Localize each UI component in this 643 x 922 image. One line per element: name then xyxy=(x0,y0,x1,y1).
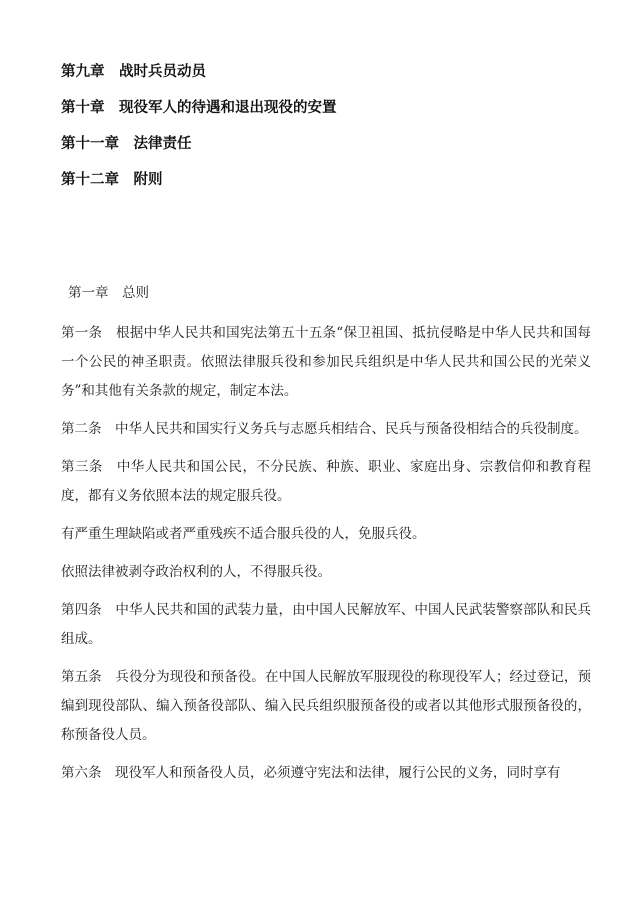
article-3: 第三条 中华人民共和国公民，不分民族、种族、职业、家庭出身、宗教信仰和教育程度，都有义务依照本法的规定服兵役。 xyxy=(61,459,591,504)
toc-item-chapter-10: 第十章 现役军人的待遇和退出现役的安置 xyxy=(61,100,337,116)
toc-item-chapter-11: 第十一章 法律责任 xyxy=(61,136,192,152)
article-6: 第六条 现役军人和预备役人员，必须遵守宪法和法律，履行公民的义务，同时享有 xyxy=(61,765,561,781)
article-3-clause-2: 有严重生理缺陷或者严重残疾不适合服兵役的人，免服兵役。 xyxy=(61,526,426,542)
article-4: 第四条 中华人民共和国的武装力量，由中国人民解放军、中国人民武装警察部队和民兵组成。 xyxy=(61,602,591,647)
document-body xyxy=(61,282,591,797)
article-5: 第五条 兵役分为现役和预备役。在中国人民解放军服现役的称现役军人；经过登记，预编到现役部队、编入预备役部队、编入民兵组织服预备役的或者以其他形式服预备役的，称预备役人员。 xyxy=(61,669,591,743)
article-2: 第二条 中华人民共和国实行义务兵与志愿兵相结合、民兵与预备役相结合的兵役制度。 xyxy=(61,421,588,437)
table-of-contents xyxy=(61,60,621,204)
article-1: 第一条 根据中华人民共和国宪法第五十五条“保卫祖国、抵抗侵略是中华人民共和国每一个公民的神圣职责。依照法律服兵役和参加民兵组织是中华人民共和国公民的光荣义务”和其他有关条款的规定，制定本法。 xyxy=(61,325,591,399)
article-3-clause-3: 依照法律被剥夺政治权利的人，不得服兵役。 xyxy=(61,564,331,580)
toc-item-chapter-9: 第九章 战时兵员动员 xyxy=(61,64,206,80)
chapter-heading: 第一章 总则 xyxy=(68,285,149,301)
toc-item-chapter-12: 第十二章 附则 xyxy=(61,172,163,188)
